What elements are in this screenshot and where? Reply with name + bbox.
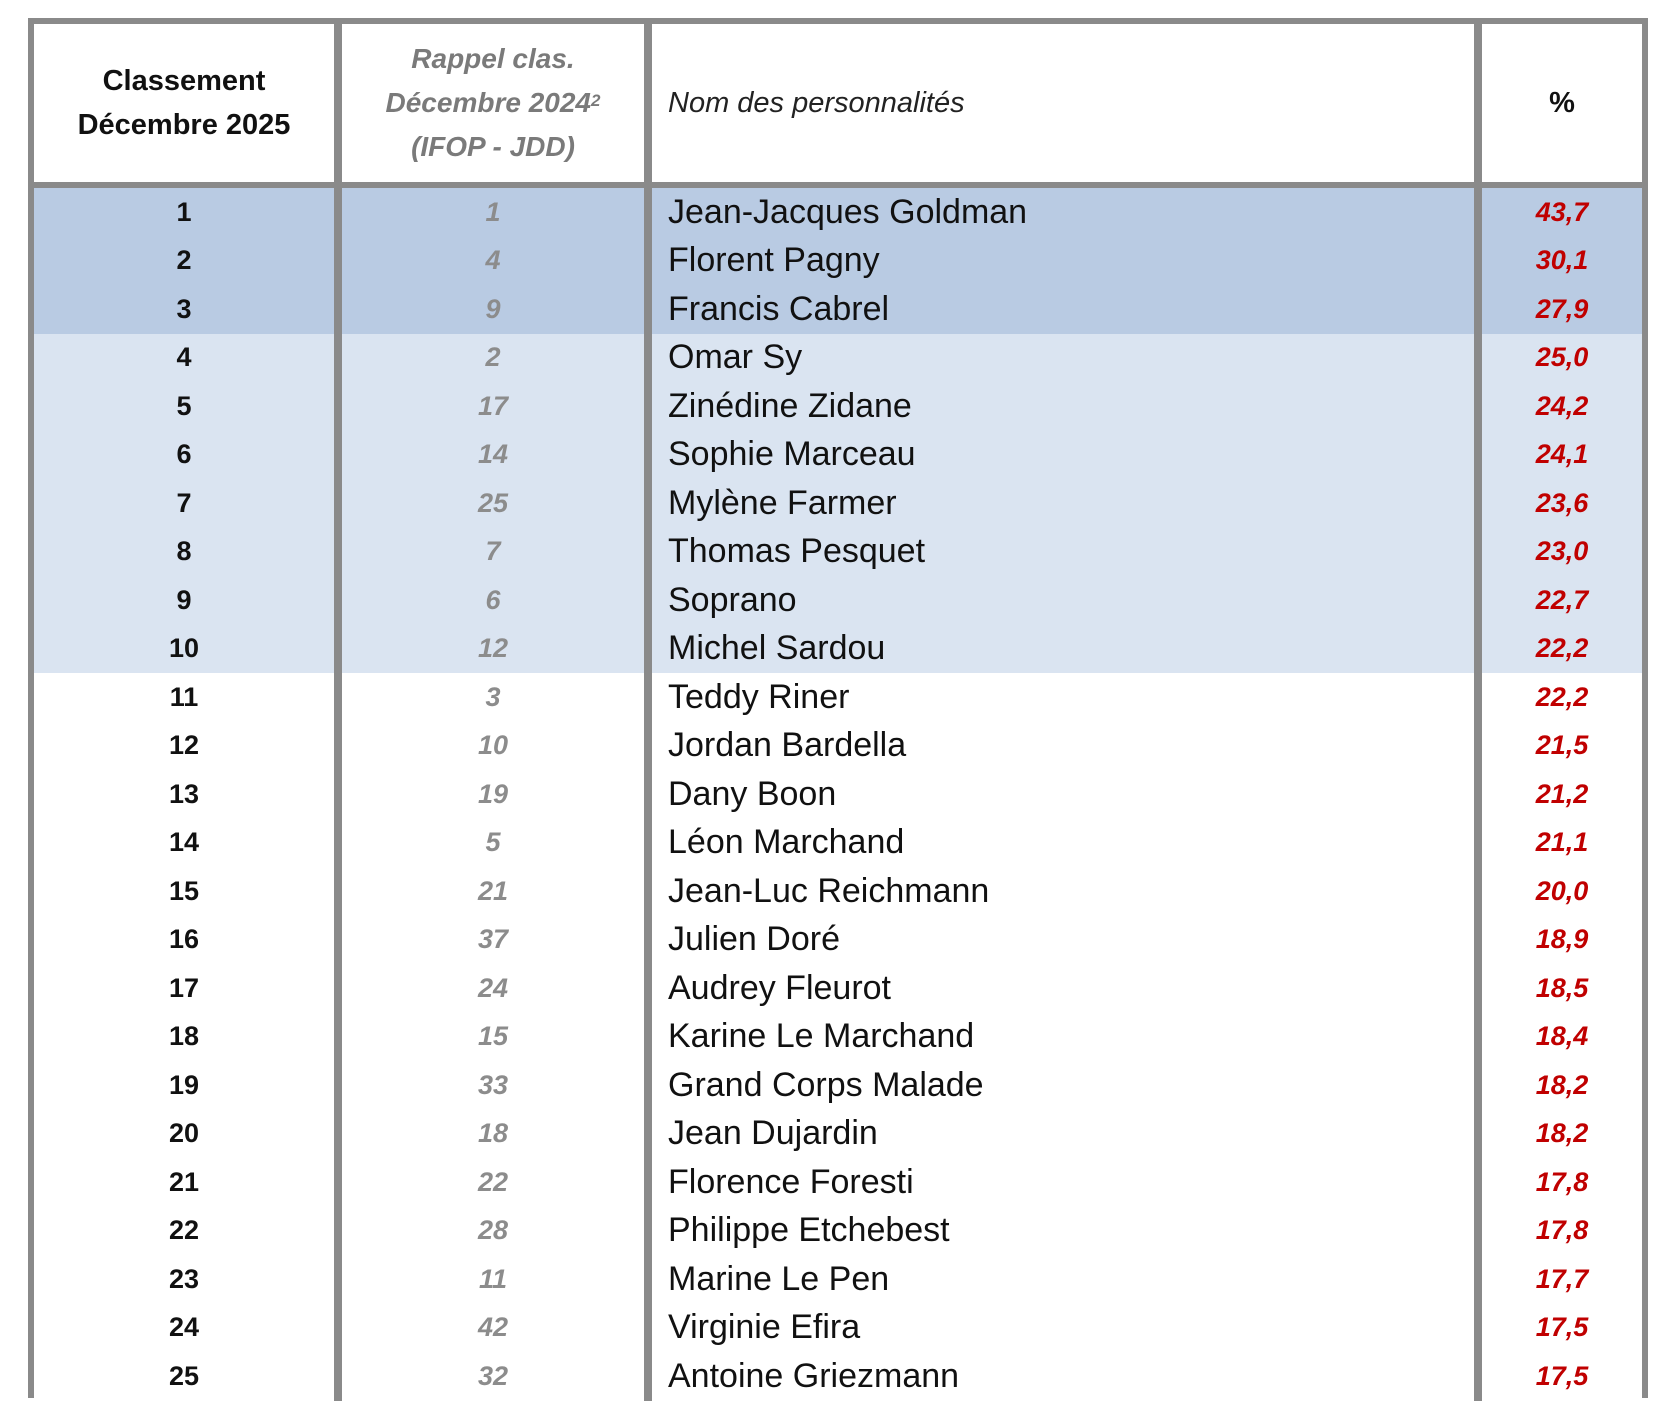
rank-cell: 24 bbox=[34, 1304, 334, 1353]
name-cell: Jordan Bardella bbox=[652, 722, 1474, 771]
column-divider bbox=[644, 1207, 652, 1256]
previous-rank-cell: 17 bbox=[342, 382, 644, 431]
column-divider bbox=[334, 285, 342, 334]
column-divider bbox=[1474, 625, 1482, 674]
table-header bbox=[34, 24, 1642, 188]
column-divider bbox=[334, 1061, 342, 1110]
column-divider bbox=[644, 867, 652, 916]
previous-rank-cell: 7 bbox=[342, 528, 644, 577]
percent-cell: 17,8 bbox=[1482, 1158, 1642, 1207]
percent-cell: 20,0 bbox=[1482, 867, 1642, 916]
table-body bbox=[34, 188, 1642, 1401]
column-divider bbox=[644, 334, 652, 383]
previous-rank-cell: 24 bbox=[342, 964, 644, 1013]
table-row bbox=[34, 576, 1642, 625]
previous-rank-cell: 33 bbox=[342, 1061, 644, 1110]
percent-cell: 22,2 bbox=[1482, 625, 1642, 674]
column-divider bbox=[1474, 1013, 1482, 1062]
column-divider bbox=[334, 1207, 342, 1256]
column-divider bbox=[644, 722, 652, 771]
previous-rank-cell: 1 bbox=[342, 188, 644, 237]
table-row bbox=[34, 1207, 1642, 1256]
table-row bbox=[34, 1255, 1642, 1304]
name-cell: Thomas Pesquet bbox=[652, 528, 1474, 577]
table-row bbox=[34, 1158, 1642, 1207]
table-row bbox=[34, 334, 1642, 383]
column-divider bbox=[644, 479, 652, 528]
table-row bbox=[34, 1110, 1642, 1159]
previous-rank-cell: 4 bbox=[342, 237, 644, 286]
previous-rank-cell: 21 bbox=[342, 867, 644, 916]
percent-cell: 22,2 bbox=[1482, 673, 1642, 722]
name-cell: Florence Foresti bbox=[652, 1158, 1474, 1207]
name-cell: Grand Corps Malade bbox=[652, 1061, 1474, 1110]
column-divider bbox=[644, 576, 652, 625]
name-cell: Audrey Fleurot bbox=[652, 964, 1474, 1013]
column-divider bbox=[334, 1304, 342, 1353]
column-divider bbox=[1474, 431, 1482, 480]
previous-rank-cell: 11 bbox=[342, 1255, 644, 1304]
column-divider bbox=[644, 916, 652, 965]
percent-cell: 17,5 bbox=[1482, 1352, 1642, 1401]
table-row bbox=[34, 1013, 1642, 1062]
column-divider bbox=[334, 770, 342, 819]
column-divider bbox=[1474, 916, 1482, 965]
table-row bbox=[34, 237, 1642, 286]
table-row bbox=[34, 528, 1642, 577]
percent-cell: 43,7 bbox=[1482, 188, 1642, 237]
previous-rank-cell: 9 bbox=[342, 285, 644, 334]
header-prev-line3: (IFOP - JDD) bbox=[411, 131, 575, 162]
percent-cell: 24,1 bbox=[1482, 431, 1642, 480]
column-divider bbox=[1474, 1255, 1482, 1304]
table-row bbox=[34, 382, 1642, 431]
column-divider bbox=[334, 722, 342, 771]
column-divider bbox=[334, 382, 342, 431]
rank-cell: 4 bbox=[34, 334, 334, 383]
rank-cell: 25 bbox=[34, 1352, 334, 1401]
rank-cell: 1 bbox=[34, 188, 334, 237]
previous-rank-cell: 15 bbox=[342, 1013, 644, 1062]
previous-rank-cell: 12 bbox=[342, 625, 644, 674]
column-divider bbox=[644, 625, 652, 674]
previous-rank-cell: 22 bbox=[342, 1158, 644, 1207]
column-divider bbox=[644, 819, 652, 868]
previous-rank-cell: 10 bbox=[342, 722, 644, 771]
column-divider bbox=[1474, 819, 1482, 868]
column-divider bbox=[1474, 382, 1482, 431]
column-divider bbox=[1474, 237, 1482, 286]
rank-cell: 18 bbox=[34, 1013, 334, 1062]
table-row bbox=[34, 1352, 1642, 1401]
column-divider bbox=[1474, 479, 1482, 528]
rank-cell: 7 bbox=[34, 479, 334, 528]
column-divider bbox=[644, 1304, 652, 1353]
name-cell: Omar Sy bbox=[652, 334, 1474, 383]
column-divider bbox=[1474, 576, 1482, 625]
ranking-table bbox=[28, 18, 1648, 1398]
column-divider bbox=[644, 285, 652, 334]
previous-rank-cell: 19 bbox=[342, 770, 644, 819]
header-rank bbox=[34, 24, 334, 182]
percent-cell: 18,2 bbox=[1482, 1061, 1642, 1110]
column-divider bbox=[334, 1013, 342, 1062]
column-divider bbox=[644, 673, 652, 722]
previous-rank-cell: 14 bbox=[342, 431, 644, 480]
name-cell: Karine Le Marchand bbox=[652, 1013, 1474, 1062]
name-cell: Antoine Griezmann bbox=[652, 1352, 1474, 1401]
column-divider bbox=[1474, 1110, 1482, 1159]
column-divider bbox=[334, 819, 342, 868]
column-divider bbox=[334, 431, 342, 480]
column-divider bbox=[334, 673, 342, 722]
column-divider bbox=[1474, 1352, 1482, 1401]
column-divider bbox=[1474, 24, 1482, 182]
previous-rank-cell: 2 bbox=[342, 334, 644, 383]
name-cell: Jean-Luc Reichmann bbox=[652, 867, 1474, 916]
table-row bbox=[34, 964, 1642, 1013]
name-cell: Marine Le Pen bbox=[652, 1255, 1474, 1304]
column-divider bbox=[1474, 1158, 1482, 1207]
percent-cell: 18,4 bbox=[1482, 1013, 1642, 1062]
column-divider bbox=[1474, 964, 1482, 1013]
column-divider bbox=[1474, 528, 1482, 577]
column-divider bbox=[1474, 188, 1482, 237]
name-cell: Francis Cabrel bbox=[652, 285, 1474, 334]
previous-rank-cell: 42 bbox=[342, 1304, 644, 1353]
percent-cell: 25,0 bbox=[1482, 334, 1642, 383]
header-rank-line2: Décembre 2025 bbox=[77, 109, 291, 141]
column-divider bbox=[334, 1158, 342, 1207]
header-prev-line1: Rappel clas. bbox=[411, 43, 575, 74]
column-divider bbox=[334, 964, 342, 1013]
header-previous-rank bbox=[342, 24, 644, 182]
column-divider bbox=[1474, 722, 1482, 771]
column-divider bbox=[334, 188, 342, 237]
percent-cell: 21,1 bbox=[1482, 819, 1642, 868]
column-divider bbox=[644, 770, 652, 819]
column-divider bbox=[334, 916, 342, 965]
rank-cell: 13 bbox=[34, 770, 334, 819]
column-divider bbox=[1474, 1207, 1482, 1256]
table-row bbox=[34, 285, 1642, 334]
name-cell: Michel Sardou bbox=[652, 625, 1474, 674]
previous-rank-cell: 32 bbox=[342, 1352, 644, 1401]
column-divider bbox=[1474, 285, 1482, 334]
table-row bbox=[34, 188, 1642, 237]
percent-cell: 23,6 bbox=[1482, 479, 1642, 528]
table-row bbox=[34, 770, 1642, 819]
previous-rank-cell: 5 bbox=[342, 819, 644, 868]
column-divider bbox=[644, 1110, 652, 1159]
column-divider bbox=[644, 528, 652, 577]
rank-cell: 22 bbox=[34, 1207, 334, 1256]
percent-cell: 18,9 bbox=[1482, 916, 1642, 965]
rank-cell: 17 bbox=[34, 964, 334, 1013]
column-divider bbox=[334, 1110, 342, 1159]
column-divider bbox=[1474, 673, 1482, 722]
column-divider bbox=[334, 237, 342, 286]
column-divider bbox=[334, 867, 342, 916]
header-prev-line2-text: Décembre 2024 bbox=[385, 87, 591, 118]
table-row bbox=[34, 1304, 1642, 1353]
name-cell: Jean-Jacques Goldman bbox=[652, 188, 1474, 237]
column-divider bbox=[334, 24, 342, 182]
table-row bbox=[34, 431, 1642, 480]
rank-cell: 10 bbox=[34, 625, 334, 674]
name-cell: Virginie Efira bbox=[652, 1304, 1474, 1353]
name-cell: Philippe Etchebest bbox=[652, 1207, 1474, 1256]
name-cell: Zinédine Zidane bbox=[652, 382, 1474, 431]
rank-cell: 14 bbox=[34, 819, 334, 868]
rank-cell: 6 bbox=[34, 431, 334, 480]
column-divider bbox=[644, 964, 652, 1013]
header-rank-line1: Classement bbox=[102, 65, 266, 97]
name-cell: Sophie Marceau bbox=[652, 431, 1474, 480]
header-prev-footnote: 2 bbox=[591, 91, 601, 110]
rank-cell: 9 bbox=[34, 576, 334, 625]
column-divider bbox=[644, 431, 652, 480]
rank-cell: 2 bbox=[34, 237, 334, 286]
previous-rank-cell: 37 bbox=[342, 916, 644, 965]
column-divider bbox=[334, 625, 342, 674]
column-divider bbox=[644, 1255, 652, 1304]
percent-cell: 27,9 bbox=[1482, 285, 1642, 334]
header-name: Nom des personnalités bbox=[668, 86, 965, 119]
header-percent: % bbox=[1549, 86, 1575, 119]
column-divider bbox=[644, 237, 652, 286]
column-divider bbox=[334, 334, 342, 383]
rank-cell: 15 bbox=[34, 867, 334, 916]
rank-cell: 12 bbox=[34, 722, 334, 771]
column-divider bbox=[644, 1013, 652, 1062]
name-cell: Julien Doré bbox=[652, 916, 1474, 965]
name-cell: Soprano bbox=[652, 576, 1474, 625]
percent-cell: 17,8 bbox=[1482, 1207, 1642, 1256]
percent-cell: 18,2 bbox=[1482, 1110, 1642, 1159]
percent-cell: 17,7 bbox=[1482, 1255, 1642, 1304]
table-row bbox=[34, 673, 1642, 722]
name-cell: Teddy Riner bbox=[652, 673, 1474, 722]
column-divider bbox=[644, 1352, 652, 1401]
percent-cell: 17,5 bbox=[1482, 1304, 1642, 1353]
header-prev-line2 bbox=[386, 81, 601, 125]
column-divider bbox=[334, 1255, 342, 1304]
previous-rank-cell: 6 bbox=[342, 576, 644, 625]
rank-cell: 21 bbox=[34, 1158, 334, 1207]
column-divider bbox=[334, 479, 342, 528]
column-divider bbox=[644, 382, 652, 431]
column-divider bbox=[334, 576, 342, 625]
column-divider bbox=[1474, 867, 1482, 916]
column-divider bbox=[1474, 334, 1482, 383]
table-row bbox=[34, 819, 1642, 868]
column-divider bbox=[644, 1158, 652, 1207]
column-divider bbox=[334, 528, 342, 577]
name-cell: Florent Pagny bbox=[652, 237, 1474, 286]
previous-rank-cell: 28 bbox=[342, 1207, 644, 1256]
previous-rank-cell: 25 bbox=[342, 479, 644, 528]
percent-cell: 21,5 bbox=[1482, 722, 1642, 771]
column-divider bbox=[644, 188, 652, 237]
percent-cell: 21,2 bbox=[1482, 770, 1642, 819]
percent-cell: 30,1 bbox=[1482, 237, 1642, 286]
percent-cell: 18,5 bbox=[1482, 964, 1642, 1013]
table-row bbox=[34, 479, 1642, 528]
percent-cell: 24,2 bbox=[1482, 382, 1642, 431]
name-cell: Jean Dujardin bbox=[652, 1110, 1474, 1159]
table-row bbox=[34, 722, 1642, 771]
name-cell: Dany Boon bbox=[652, 770, 1474, 819]
column-divider bbox=[1474, 1061, 1482, 1110]
column-divider bbox=[644, 1061, 652, 1110]
previous-rank-cell: 3 bbox=[342, 673, 644, 722]
previous-rank-cell: 18 bbox=[342, 1110, 644, 1159]
rank-cell: 5 bbox=[34, 382, 334, 431]
rank-cell: 20 bbox=[34, 1110, 334, 1159]
percent-cell: 23,0 bbox=[1482, 528, 1642, 577]
rank-cell: 23 bbox=[34, 1255, 334, 1304]
rank-cell: 16 bbox=[34, 916, 334, 965]
rank-cell: 11 bbox=[34, 673, 334, 722]
rank-cell: 8 bbox=[34, 528, 334, 577]
percent-cell: 22,7 bbox=[1482, 576, 1642, 625]
column-divider bbox=[644, 24, 652, 182]
table-row bbox=[34, 625, 1642, 674]
column-divider bbox=[1474, 1304, 1482, 1353]
table-row bbox=[34, 1061, 1642, 1110]
column-divider bbox=[1474, 770, 1482, 819]
table-row bbox=[34, 916, 1642, 965]
table-row bbox=[34, 867, 1642, 916]
name-cell: Mylène Farmer bbox=[652, 479, 1474, 528]
column-divider bbox=[334, 1352, 342, 1401]
rank-cell: 19 bbox=[34, 1061, 334, 1110]
name-cell: Léon Marchand bbox=[652, 819, 1474, 868]
rank-cell: 3 bbox=[34, 285, 334, 334]
